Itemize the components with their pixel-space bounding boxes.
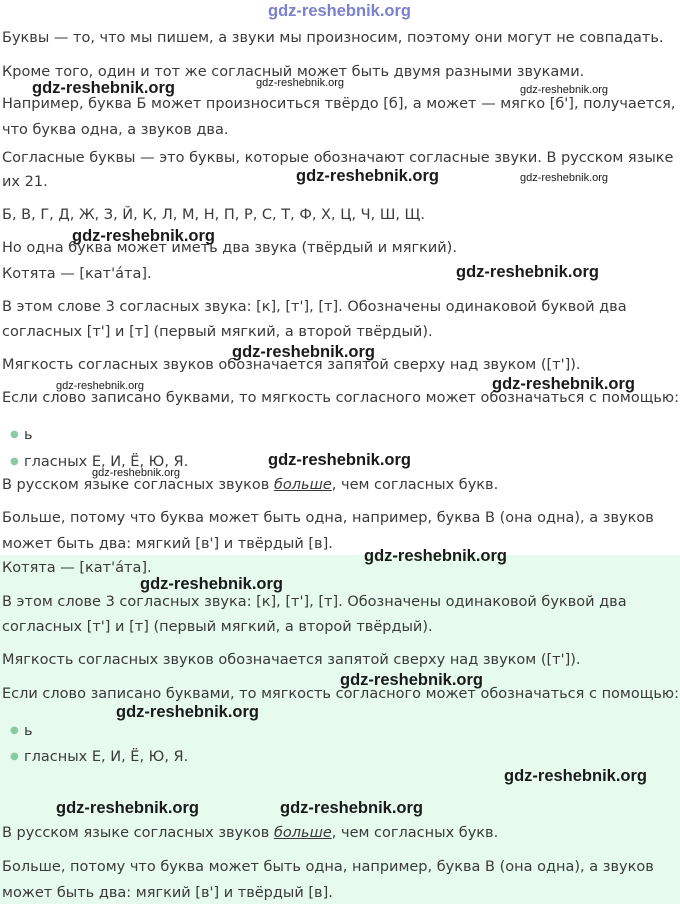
bullet-dot: ● — [10, 429, 19, 440]
paragraph-explanation-line-2: может быть два: мягкий [в'] и твёрдый [в]. — [2, 536, 333, 552]
watermark: gdz-reshebnik.org — [56, 380, 145, 392]
paragraph-more-sounds: В русском языке согласных звуков больше, чем согласных букв. — [2, 825, 499, 841]
bullet-dot: ● — [10, 456, 19, 467]
paragraph-same-consonant: Кроме того, один и тот же согласный может быть двумя разными звуками. — [2, 64, 585, 80]
paragraph-two-sounds: Но одна буква может иметь два звука (твёрдый и мягкий). — [2, 240, 457, 256]
paragraph-more-sounds: В русском языке согласных звуков больше, чем согласных букв. — [2, 477, 499, 493]
watermark: gdz-reshebnik.org — [140, 575, 284, 593]
paragraph-softness-mark: Мягкость согласных звуков обозначается запятой сверху над звуком ([т']). — [2, 357, 581, 373]
paragraph-softness-letters: Если слово записано буквами, то мягкость согласного может обозначаться с помощью: — [2, 390, 680, 406]
example-word-transcription: Котята — [кат'а́та]. — [2, 266, 152, 282]
watermark: gdz-reshebnik.org — [256, 77, 345, 89]
watermark: gdz-reshebnik.org — [296, 167, 440, 185]
watermark: gdz-reshebnik.org — [72, 227, 216, 245]
paragraph-explanation-line-1: Больше, потому что буква может быть одна, например, буква В (она одна), а звуков — [2, 510, 654, 526]
emphasis-word: больше — [273, 825, 332, 841]
paragraph-example-line-1: Например, буква Б может произноситься твёрдо [б], а может — мягко [б'], получается, — [2, 96, 676, 112]
watermark: gdz-reshebnik.org — [92, 467, 181, 479]
paragraph-explanation-line-2: может быть два: мягкий [в'] и твёрдый [в]. — [2, 885, 333, 901]
list-item-soft-sign: ь — [24, 427, 33, 443]
watermark: gdz-reshebnik.org — [56, 799, 200, 817]
paragraph-explanation-line-1: Больше, потому что буква может быть одна, например, буква В (она одна), а звуков — [2, 859, 654, 875]
watermark: gdz-reshebnik.org — [268, 451, 412, 469]
bullet-dot: ● — [10, 725, 19, 736]
list-item-vowels: гласных Е, И, Ё, Ю, Я. — [24, 454, 189, 470]
bullet-dot: ● — [10, 751, 19, 762]
watermark: gdz-reshebnik.org — [456, 263, 600, 281]
watermark: gdz-reshebnik.org — [520, 172, 609, 184]
paragraph-softness-letters: Если слово записано буквами, то мягкость согласного может обозначаться с помощью: — [2, 686, 680, 702]
watermark: gdz-reshebnik.org — [520, 84, 609, 96]
emphasis-word: больше — [273, 477, 332, 493]
paragraph-word-analysis-line-2: согласных [т'] и [т] (первый мягкий, а второй твёрдый). — [2, 324, 433, 340]
list-item-vowels: гласных Е, И, Ё, Ю, Я. — [24, 749, 189, 765]
consonant-letters-list: Б, В, Г, Д, Ж, З, Й, К, Л, М, Н, П, Р, С, Т, Ф, Х, Ц, Ч, Ш, Щ. — [2, 207, 426, 223]
watermark: gdz-reshebnik.org — [116, 703, 260, 721]
list-item-soft-sign: ь — [24, 723, 33, 739]
example-word-transcription: Котята — [кат'а́та]. — [2, 560, 152, 576]
watermark: gdz-reshebnik.org — [364, 547, 508, 565]
paragraph-word-analysis-line-1: В этом слове 3 согласных звука: [к], [т'], [т]. Обозначены одинаковой буквой два — [2, 299, 627, 315]
paragraph-consonants-line-1: Согласные буквы — это буквы, которые обозначают согласные звуки. В русском языке — [2, 150, 674, 166]
paragraph-example-line-2: что буква одна, а звуков два. — [2, 122, 229, 138]
watermark: gdz-reshebnik.org — [280, 799, 424, 817]
paragraph-word-analysis-line-1: В этом слове 3 согласных звука: [к], [т'], [т]. Обозначены одинаковой буквой два — [2, 594, 627, 610]
paragraph-softness-mark: Мягкость согласных звуков обозначается запятой сверху над звуком ([т']). — [2, 652, 581, 668]
watermark: gdz-reshebnik.org — [504, 767, 648, 785]
watermark: gdz-reshebnik.org — [492, 375, 636, 393]
watermark: gdz-reshebnik.org — [268, 2, 412, 20]
watermark: gdz-reshebnik.org — [340, 671, 484, 689]
paragraph-letters-vs-sounds: Буквы — то, что мы пишем, а звуки мы произносим, поэтому они могут не совпадать. — [2, 30, 664, 46]
paragraph-word-analysis-line-2: согласных [т'] и [т] (первый мягкий, а второй твёрдый). — [2, 619, 433, 635]
watermark: gdz-reshebnik.org — [32, 79, 176, 97]
watermark: gdz-reshebnik.org — [232, 343, 376, 361]
paragraph-consonants-line-2: их 21. — [2, 174, 48, 190]
